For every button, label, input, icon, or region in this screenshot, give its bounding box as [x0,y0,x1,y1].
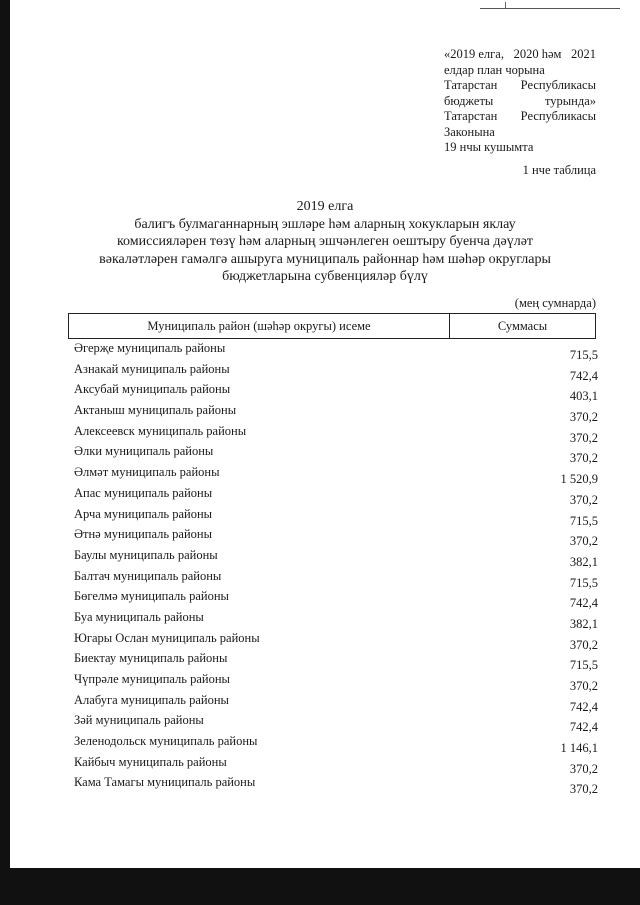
appendix-note-word: Законына [444,124,495,139]
appendix-note-word: 19 нчы кушымта [444,140,534,154]
scan-border-bottom [0,868,640,905]
district-name: Әгерҗе муниципаль районы [74,341,226,355]
district-name: Зеленодольск муниципаль районы [74,734,258,749]
table-row [72,444,598,465]
appendix-note-word: бюджеты [444,93,494,108]
district-name: Балтач муниципаль районы [74,568,222,583]
district-amount: 370,2 [569,679,598,693]
district-name: Алабуга муниципаль районы [74,692,229,707]
appendix-note-line [444,63,596,79]
district-amount: 403,1 [569,389,598,404]
table-row [72,569,598,590]
appendix-note-line [444,140,596,156]
header-name: Муниципаль район (шәһәр округы) исеме [69,314,450,338]
title-line: балигъ булмаганнарның эшләре һәм аларның хокукларын яклау [134,216,516,232]
district-amount: 1 146,1 [560,741,598,756]
district-amount: 370,2 [569,637,598,652]
appendix-note-word: Татарстан [444,78,498,92]
table-row [72,713,598,734]
table-row [72,341,598,362]
table-body [72,341,598,796]
table-row [72,672,598,693]
table-row [72,631,598,652]
appendix-note-line [444,47,596,63]
table-number: 1 нче таблица [522,163,596,177]
district-amount: 382,1 [569,554,598,569]
appendix-note [444,47,596,156]
district-amount: 382,1 [569,616,598,631]
table-row [72,403,598,424]
district-name: Биектау муниципаль районы [74,651,228,666]
district-name: Апас муниципаль районы [74,485,213,500]
scan-top-line [480,8,620,9]
appendix-note-word: Татарстан [444,109,498,123]
district-name: Буа муниципаль районы [74,609,204,624]
district-amount: 370,2 [569,761,598,776]
title-line: комиссияләрен төзү һәм аларның эшчәнлеген оештыру буенча дәүләт [116,234,534,249]
table-row [72,424,598,445]
appendix-note-word: 2020 һәм [513,47,562,61]
district-name: Аксубай муниципаль районы [74,382,231,397]
table-row [72,362,598,383]
district-name: Кама Тамагы муниципаль районы [74,775,256,790]
table-row [72,507,598,528]
table-row [72,755,598,776]
district-name: Зәй муниципаль районы [74,713,204,728]
appendix-note-word: турында» [544,93,596,108]
document-title [90,198,560,286]
district-amount: 715,5 [569,513,598,528]
appendix-note-line [444,78,596,94]
district-name: Арча муниципаль районы [74,506,213,521]
appendix-note-word: «2019 елга, [444,47,504,61]
table-row [72,382,598,403]
district-name: Кайбыч муниципаль районы [74,754,227,769]
district-amount: 715,5 [569,575,598,590]
table-row [72,527,598,548]
district-amount: 742,4 [569,699,598,714]
district-amount: 715,5 [569,658,598,673]
district-amount: 370,2 [569,534,598,549]
district-name: Югары Ослан муниципаль районы [74,630,260,645]
district-name: Әлки муниципаль районы [74,444,214,459]
district-amount: 715,5 [569,348,598,362]
district-name: Азнакай муниципаль районы [74,361,230,376]
appendix-note-line [444,94,596,110]
scan-top-tick [505,2,506,8]
table-row [72,486,598,507]
title-line: бюджетларына субвенцияләр бүлү [222,269,428,284]
district-amount: 370,2 [569,430,598,445]
district-name: Актаныш муниципаль районы [74,403,237,418]
district-amount: 742,4 [569,368,598,383]
district-amount: 370,2 [569,451,598,466]
district-name: Әтнә муниципаль районы [74,527,213,542]
appendix-note-line [444,109,596,125]
table-row [72,548,598,569]
table-row [72,693,598,714]
district-name: Бөгелмә муниципаль районы [74,589,229,604]
header-sum: Суммасы [497,318,548,333]
district-name: Чүпрәле муниципаль районы [74,672,230,686]
district-amount: 742,4 [569,596,598,611]
table-row [72,651,598,672]
scan-border-left [0,0,10,878]
title-year: 2019 елга [296,199,354,214]
units-note: (мең сумнарда) [514,296,596,310]
district-amount: 742,4 [569,720,598,735]
appendix-note-word: Республикасы [520,109,596,123]
district-amount: 370,2 [569,782,598,797]
appendix-note-word: Республикасы [520,78,596,92]
district-amount: 370,2 [569,410,598,425]
appendix-note-line [444,125,596,141]
district-name: Алексеевск муниципаль районы [74,423,247,438]
appendix-note-word: елдар план чорына [444,62,545,77]
title-line: вәкаләтләрен гамәлгә ашыруга муниципаль районнар һәм шәһәр округлары [99,251,551,267]
district-name: Әлмәт муниципаль районы [74,465,220,480]
district-amount: 370,2 [569,492,598,507]
table-header [68,313,596,339]
appendix-note-word: 2021 [571,47,596,61]
table-row [72,465,598,486]
district-name: Баулы муниципаль районы [74,547,218,562]
table-row [72,734,598,755]
table-row [72,610,598,631]
district-amount: 1 520,9 [560,472,598,487]
table-row [72,589,598,610]
table-row [72,775,598,796]
